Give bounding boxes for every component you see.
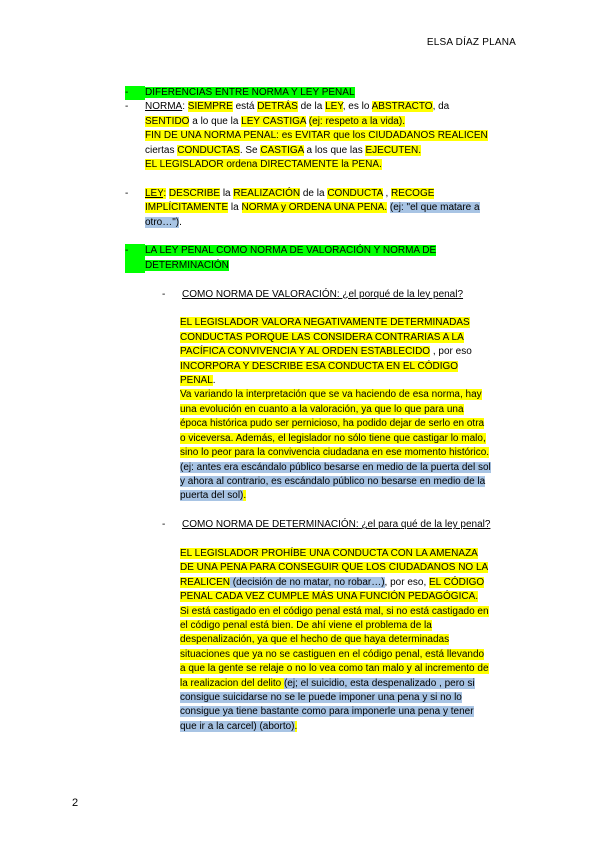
ley-item xyxy=(125,187,530,230)
text: la xyxy=(228,202,242,214)
highlight: CIUDADANOS REALICEN xyxy=(368,130,488,142)
text: de la xyxy=(297,101,326,113)
highlight: DIRECTAMENTE xyxy=(260,159,339,171)
example-highlight: puerta del sol) xyxy=(180,490,244,502)
section2-title-line2: DETERMINACIÓN xyxy=(145,259,229,271)
determinacion-body xyxy=(180,547,530,734)
text: de la xyxy=(300,187,328,199)
determinacion-title: COMO NORMA DE DETERMINACIÓN: ¿el para qué de la ley penal? xyxy=(182,519,491,531)
bullet: - xyxy=(162,288,166,300)
highlight: EL LEGISLADOR PROHÍBE UNA CONDUCTA CON LA AMENAZA xyxy=(180,547,478,559)
section1-title: DIFERENCIAS ENTRE NORMA Y LEY PENAL xyxy=(145,87,355,98)
norma-item xyxy=(125,100,530,172)
colon: : xyxy=(182,101,186,113)
page-number: 2 xyxy=(72,797,79,809)
highlight: NORMA y ORDENA UNA PENA. xyxy=(241,202,388,214)
highlight: REALICEN xyxy=(180,576,231,588)
valoracion-body xyxy=(180,316,530,503)
text: , xyxy=(382,187,392,199)
norma-line5 xyxy=(145,159,382,170)
valoracion-item xyxy=(162,288,530,302)
example-highlight: (ej; el suicidio, esta despenalizado , pero si xyxy=(283,677,475,689)
highlight: . xyxy=(294,720,298,732)
highlight: . xyxy=(379,159,382,171)
author-header: ELSA DÍAZ PLANA xyxy=(426,37,516,48)
bullet: - xyxy=(125,101,129,113)
text: , por eso, xyxy=(384,576,430,588)
highlight: EL CÓDIGO xyxy=(429,576,485,588)
highlight: PACÍFICA CONVIVENCIA Y AL ORDEN ESTABLECIDO xyxy=(180,346,431,358)
highlight: Si está castigado en el código penal está mal, si no está castigado en xyxy=(180,605,489,617)
bullet: - xyxy=(125,86,145,100)
highlight: PENA xyxy=(351,159,379,171)
ley-label: LEY xyxy=(145,187,164,199)
highlight: (ej: respeto a la vida) xyxy=(308,115,403,127)
section2-heading xyxy=(125,244,530,273)
highlight: FIN DE UNA NORMA PENAL xyxy=(145,130,277,142)
colon: : xyxy=(163,187,167,199)
highlight: la xyxy=(338,159,352,171)
highlight: que los xyxy=(330,130,369,142)
bullet: - xyxy=(125,187,129,199)
highlight: EL LEGISLADOR xyxy=(145,159,224,171)
highlight: la realizacion del delito xyxy=(180,677,284,689)
highlight: LEY CASTIGA xyxy=(241,115,307,127)
highlight: situaciones que ya no se castiguen en el código penal, está llevando xyxy=(180,648,485,660)
text: está xyxy=(232,101,258,113)
text: ciertas xyxy=(145,144,178,156)
highlight: PENAL xyxy=(180,375,213,387)
example-highlight: y ahora al contrario, es escándalo público no besarse en medio de la xyxy=(180,475,486,487)
highlight: LEY xyxy=(325,101,343,113)
highlight: época histórica pudo ser pernicioso, ha podido dejar de serlo en otra xyxy=(180,418,485,430)
highlight: : es xyxy=(276,130,296,142)
highlight: EL LEGISLADOR VALORA NEGATIVAMENTE DETERMINADAS xyxy=(180,317,470,329)
determinacion-item xyxy=(162,518,530,532)
highlight: SIEMPRE xyxy=(187,101,233,113)
text: . xyxy=(179,216,182,228)
highlight: una evolución en cuanto a la valoración, ya que lo que para una xyxy=(180,403,464,415)
highlight: SENTIDO xyxy=(145,115,190,127)
highlight: ABSTRACTO xyxy=(371,101,433,113)
highlight: PENAL CADA VEZ CUMPLE MÁS UNA FUNCIÓN PEDAGÓGICA. xyxy=(180,591,479,603)
highlight: EVITAR xyxy=(295,130,331,142)
example-highlight: (ej: antes era escándalo público besarse en medio de la puerta del sol xyxy=(180,461,491,473)
page-content xyxy=(125,86,530,734)
highlight: EJECUTEN xyxy=(365,144,419,156)
highlight: RECOGE xyxy=(391,187,435,199)
text: . Se xyxy=(239,144,261,156)
example-highlight: que ir a la carcel) (aborto) xyxy=(180,720,295,732)
text: , es lo xyxy=(342,101,372,113)
text: , da xyxy=(432,101,450,113)
highlight: . xyxy=(243,490,247,502)
highlight: . xyxy=(402,115,405,127)
highlight: CONDUCTAS PORQUE LAS CONSIDERA CONTRARIAS A LA xyxy=(180,331,464,343)
highlight: REALIZACIÓN xyxy=(233,187,301,199)
bullet: - xyxy=(162,519,166,531)
example-highlight: consigue suicidarse no se le puede imponer una pena y si no lo xyxy=(180,691,462,703)
highlight: Va variando la interpretación que se va haciendo de esa norma, hay xyxy=(180,389,482,401)
section1-heading xyxy=(125,86,530,100)
highlight: DESCRIBE xyxy=(168,187,221,199)
highlight: CONDUCTA xyxy=(327,187,383,199)
text: . xyxy=(212,375,216,387)
highlight: . xyxy=(418,144,422,156)
highlight: CASTIGA xyxy=(260,144,304,156)
highlight: sino lo peor para la convivencia ciudadana en ese momento histórico. xyxy=(180,447,490,459)
highlight: INCORPORA Y DESCRIBE ESA CONDUCTA EN EL CÓDIGO xyxy=(180,360,459,372)
highlight: despenalización, ya que el hecho de que haya determinadas xyxy=(180,634,450,646)
example-highlight: (ej: "el que matare a xyxy=(389,202,480,214)
bullet: - xyxy=(125,244,145,273)
highlight: IMPLÍCITAMENTE xyxy=(145,202,229,214)
highlight: el código penal está bien. De ahí viene el problema de la xyxy=(180,619,432,631)
highlight: o viceversa. Además, el legislador no sólo tiene que castigar lo malo, xyxy=(180,432,486,444)
highlight: DE UNA PENA PARA CONSEGUIR QUE LOS CIUDADANOS NO LA xyxy=(180,562,489,574)
highlight: a que la gente se relaje o no lo vea como tan malo y al incremento de xyxy=(180,663,489,675)
highlight: DETRÁS xyxy=(257,101,298,113)
text: la xyxy=(220,187,234,199)
example-highlight: otro…") xyxy=(145,216,180,228)
highlight: ordena xyxy=(223,159,261,171)
text: a los que las xyxy=(303,144,366,156)
valoracion-title: COMO NORMA DE VALORACIÓN: ¿el porqué de la ley penal? xyxy=(182,288,464,300)
example-highlight: consigue ya tiene bastante como para imponerle una pena y tener xyxy=(180,706,474,718)
text: , por eso xyxy=(430,346,472,358)
text: a lo que la xyxy=(189,115,242,127)
example-highlight: (decisión de no matar, no robar…) xyxy=(230,576,385,588)
highlight: CONDUCTAS xyxy=(177,144,240,156)
norma-label: NORMA xyxy=(145,101,183,113)
section2-title-line1: LA LEY PENAL COMO NORMA DE VALORACIÓN Y NORMA DE xyxy=(145,245,437,257)
